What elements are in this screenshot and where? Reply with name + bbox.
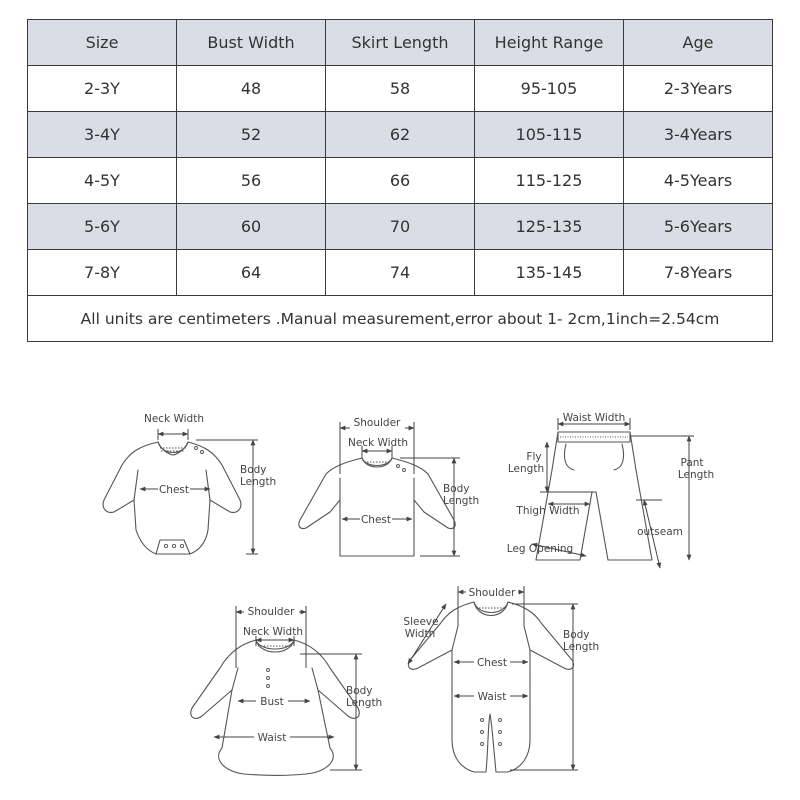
cell-bust-width: 60 <box>177 204 326 250</box>
label-outseam: outseam <box>637 526 683 538</box>
label-waist: Waist <box>257 732 287 744</box>
cell-age: 2-3Years <box>624 66 773 112</box>
label-body-length: Body <box>240 464 267 476</box>
cell-bust-width: 64 <box>177 250 326 296</box>
sweater-outline <box>299 458 455 556</box>
bodysuit-outline <box>103 442 241 554</box>
label-sleeve-width: Sleeve <box>403 616 439 628</box>
label-leg-opening: Leg Opening <box>506 543 574 555</box>
label-thigh-width: Thigh Width <box>516 505 580 517</box>
label-neck-width: Neck Width <box>347 437 409 449</box>
label-body-length: Body <box>563 629 590 641</box>
cell-skirt-length: 74 <box>326 250 475 296</box>
label-neck-width: Neck Width <box>242 626 304 638</box>
cell-size: 4-5Y <box>28 158 177 204</box>
cell-age: 7-8Years <box>624 250 773 296</box>
label-shoulder: Shoulder <box>247 606 295 618</box>
cell-bust-width: 52 <box>177 112 326 158</box>
cell-age: 3-4Years <box>624 112 773 158</box>
sweater-diagram <box>299 417 479 556</box>
cell-bust-width: 56 <box>177 158 326 204</box>
cell-size: 7-8Y <box>28 250 177 296</box>
cell-size: 3-4Y <box>28 112 177 158</box>
label-body-length: Body <box>346 685 373 697</box>
label-body-length-2: Length <box>563 641 600 653</box>
label-body-length-2: Length <box>443 495 480 507</box>
bodysuit-diagram <box>103 413 276 554</box>
label-bust: Bust <box>260 696 284 708</box>
label-pant-length-2: Length <box>677 469 715 481</box>
cell-bust-width: 48 <box>177 66 326 112</box>
label-neck-width: Neck Width <box>143 413 205 425</box>
label-waist-width: Waist Width <box>562 412 626 424</box>
label-chest: Chest <box>476 657 508 669</box>
label-body-length-2: Length <box>346 697 383 709</box>
pants-outline <box>536 432 652 560</box>
cell-skirt-length: 62 <box>326 112 475 158</box>
cell-skirt-length: 66 <box>326 158 475 204</box>
cell-height-range: 115-125 <box>475 158 624 204</box>
cell-age: 4-5Years <box>624 158 773 204</box>
cell-age: 5-6Years <box>624 204 773 250</box>
label-waist: Waist <box>477 691 507 703</box>
cell-height-range: 135-145 <box>475 250 624 296</box>
cell-height-range: 95-105 <box>475 66 624 112</box>
label-sleeve-width-2: Width <box>404 628 436 640</box>
label-body-length-2: Length <box>240 476 277 488</box>
header-age: Age <box>624 20 773 66</box>
label-pant-length: Pant <box>680 457 704 469</box>
cell-skirt-length: 58 <box>326 66 475 112</box>
label-fly-length-2: Length <box>507 463 545 475</box>
header-skirt-length: Skirt Length <box>326 20 475 66</box>
label-shoulder: Shoulder <box>468 587 516 599</box>
romper-diagram <box>403 584 599 772</box>
label-chest: Chest <box>158 484 190 496</box>
cell-size: 2-3Y <box>28 66 177 112</box>
cell-height-range: 105-115 <box>475 112 624 158</box>
header-bust-width: Bust Width <box>177 20 326 66</box>
cell-size: 5-6Y <box>28 204 177 250</box>
header-size: Size <box>28 20 177 66</box>
label-body-length: Body <box>443 483 470 495</box>
measurement-note: All units are centimeters .Manual measurement,error about 1- 2cm,1inch=2.54cm <box>28 296 773 342</box>
pants-diagram <box>507 412 714 568</box>
label-chest: Chest <box>360 514 392 526</box>
label-shoulder: Shoulder <box>353 417 401 429</box>
cell-skirt-length: 70 <box>326 204 475 250</box>
cell-height-range: 125-135 <box>475 204 624 250</box>
header-height-range: Height Range <box>475 20 624 66</box>
dress-diagram <box>191 604 382 776</box>
label-fly-length: Fly <box>526 451 542 463</box>
